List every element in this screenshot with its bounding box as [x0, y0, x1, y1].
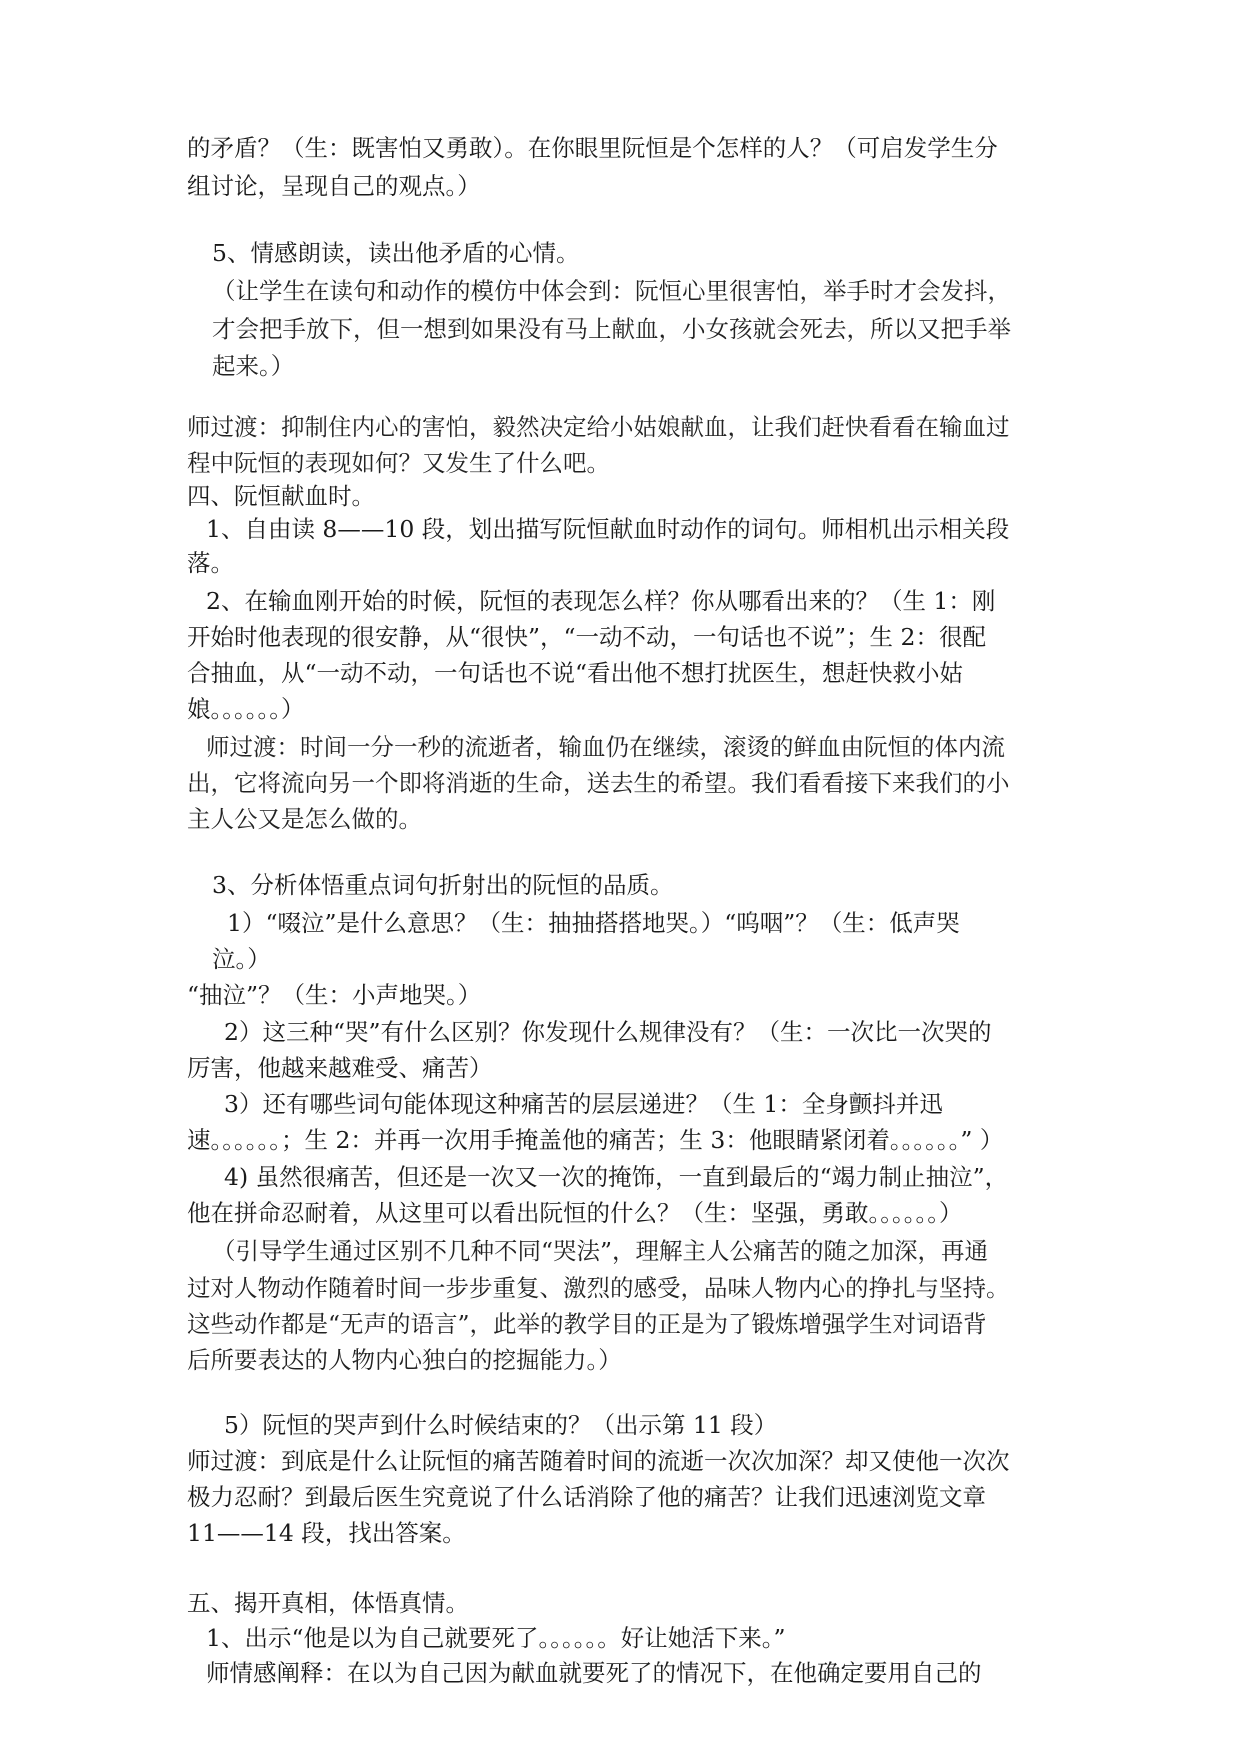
text-line: 起来。）: [212, 352, 295, 380]
text-line: 1、自由读 8——10 段，划出描写阮恒献血时动作的词句。师相机出示相关段: [206, 515, 1010, 543]
section-heading: 五、揭开真相，体悟真情。: [187, 1589, 469, 1617]
text-line: 2、在输血刚开始的时候，阮恒的表现怎么样？你从哪看出来的？（生 1：刚: [206, 587, 996, 615]
text-line: 师过渡：到底是什么让阮恒的痛苦随着时间的流逝一次次加深？却又使他一次次: [187, 1447, 1010, 1475]
text-line: 他在拼命忍耐着，从这里可以看出阮恒的什么？（生：坚强，勇敢。。。。。。）: [187, 1199, 963, 1227]
text-line: 极力忍耐？到最后医生究竟说了什么话消除了他的痛苦？让我们迅速浏览文章: [187, 1483, 986, 1511]
text-line: 落。: [187, 549, 234, 577]
text-line: 泣。）: [212, 945, 271, 973]
text-line: 师情感阐释：在以为自己因为献血就要死了的情况下，在他确定要用自己的: [206, 1659, 982, 1687]
text-line: 5、情感朗读，读出他矛盾的心情。: [212, 239, 580, 267]
text-line: 5）阮恒的哭声到什么时候结束的？（出示第 11 段）: [224, 1411, 778, 1439]
text-line: 组讨论，呈现自己的观点。）: [187, 172, 481, 200]
text-line: 1）“啜泣”是什么意思？（生：抽抽搭搭地哭。）“呜咽”？（生：低声哭: [227, 909, 960, 937]
text-line: 师过渡：抑制住内心的害怕，毅然决定给小姑娘献血，让我们赶快看看在输血过: [187, 413, 1010, 441]
text-line: “抽泣”？（生：小声地哭。）: [187, 981, 482, 1009]
text-line: 师过渡：时间一分一秒的流逝者，输血仍在继续，滚烫的鲜血由阮恒的体内流: [206, 733, 1005, 761]
text-line: 主人公又是怎么做的。: [187, 805, 422, 833]
section-heading: 四、阮恒献血时。: [187, 482, 375, 510]
text-line: 程中阮恒的表现如何？又发生了什么吧。: [187, 449, 610, 477]
text-line: 的矛盾？（生：既害怕又勇敢）。在你眼里阮恒是个怎样的人？（可启发学生分: [187, 134, 998, 162]
text-line: 4) 虽然很痛苦，但还是一次又一次的掩饰，一直到最后的“竭力制止抽泣”，: [224, 1163, 1009, 1191]
text-line: 2）这三种“哭”有什么区别？你发现什么规律没有？（生：一次比一次哭的: [224, 1018, 992, 1046]
text-line: 11——14 段，找出答案。: [187, 1519, 466, 1547]
text-line: 3）还有哪些词句能体现这种痛苦的层层递进？（生 1：全身颤抖并迅: [224, 1090, 943, 1118]
text-line: 才会把手放下，但一想到如果没有马上献血，小女孩就会死去，所以又把手举: [212, 315, 1011, 343]
text-line: 合抽血，从“一动不动，一句话也不说“看出他不想打扰医生，想赶快救小姑: [187, 659, 964, 687]
text-line: 厉害，他越来越难受、痛苦）: [187, 1054, 493, 1082]
text-line: 过对人物动作随着时间一步步重复、激烈的感受，品味人物内心的挣扎与坚持。: [187, 1274, 1010, 1302]
text-line: 后所要表达的人物内心独白的挖掘能力。）: [187, 1346, 622, 1374]
text-line: （引导学生通过区别不几种不同“哭法”，理解主人公痛苦的随之加深，再通: [212, 1237, 989, 1265]
text-line: 出，它将流向另一个即将消逝的生命，送去生的希望。我们看看接下来我们的小: [187, 769, 1010, 797]
text-line: 开始时他表现的很安静，从“很快”，“一动不动，一句话也不说”；生 2：很配: [187, 623, 986, 651]
text-line: （让学生在读句和动作的模仿中体会到：阮恒心里很害怕，举手时才会发抖，: [212, 277, 1011, 305]
text-line: 1、出示“他是以为自己就要死了。。。。。。好让她活下来。”: [206, 1624, 786, 1652]
text-line: 娘。。。。。。）: [187, 695, 305, 723]
text-line: 3、分析体悟重点词句折射出的阮恒的品质。: [212, 871, 674, 899]
text-line: 这些动作都是“无声的语言”，此举的教学目的正是为了锻炼增强学生对词语背: [187, 1310, 987, 1338]
text-line: 速。。。。。。；生 2：并再一次用手掩盖他的痛苦；生 3：他眼睛紧闭着。。。。。。” ）: [187, 1126, 1004, 1154]
